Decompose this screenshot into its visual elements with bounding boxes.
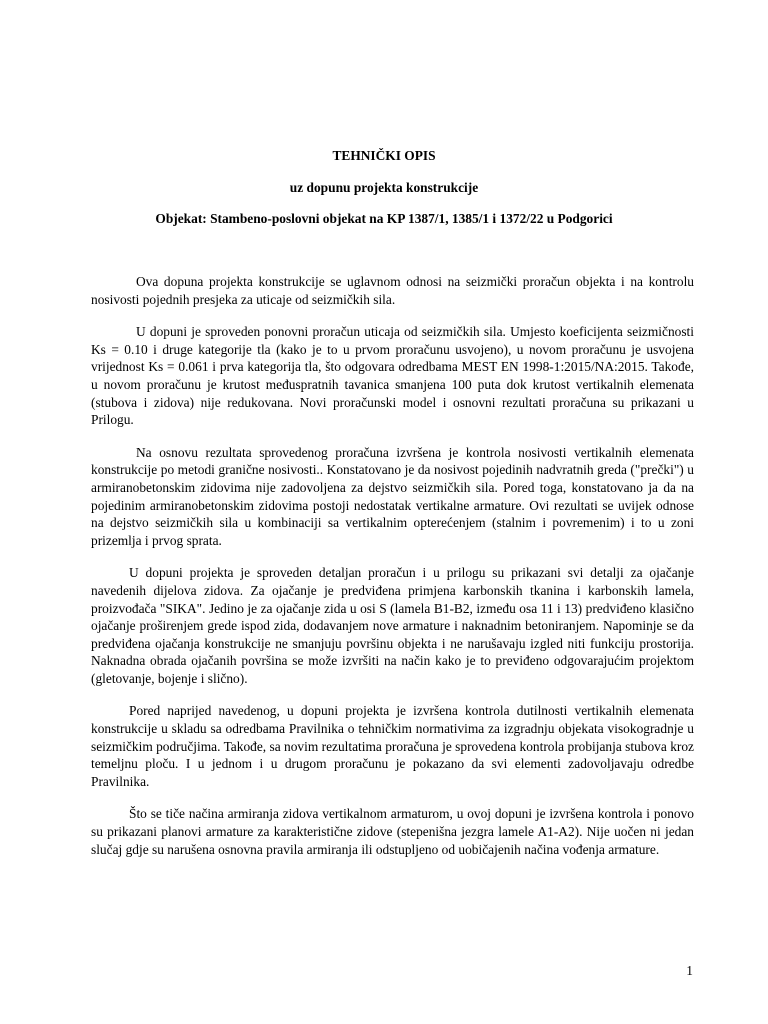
paragraph-3: Na osnovu rezultata sprovedenog proračuna izvršena je kontrola nosivosti vertikalnih elemenata konstrukcije po metodi granične nosivosti.. Konstatovano je da nosivost pojedinih nadvratnih greda ("prečki") u armiranobetonskim zidovima nije zadovoljena za dejstvo seizmičkih sila. Pored toga, konstatovano ja da na pojedinim armiranobetonskim zidovima postoji nedostatak vertikalne armature. Ovi rezultati se uvijek odnose na dejstvo seizmičkih sila u kombinaciji sa vertikalnim opterećenjem (stalnim i povremenim) i to u zoni prizemlja i prvog sprata. bbox=[91, 444, 694, 548]
paragraph-4: U dopuni projekta je sproveden detaljan proračun i u prilogu su prikazani svi detalji za ojačanje navedenih dijelova zidova. Za ojačanje je predviđena primjena karbonskih tkanina i karbonskih lamela, proizvođača "SIKA". Jedino je za ojačanje zida u osi S (lamela B1-B2, između osa 11 i 13) predviđeno klasično ojačanje proširenjem grede ispod zida, dodavanjem nove armature i naknadnim betoniranjem. Napominje se da predviđena ojačanja konstrukcije ne smanjuju površinu objekta i ne narušavaju izgled niti funkciju prostorija. Naknadna obrada ojačanih površina se može izvršiti na način kako je to previđeno odgovarajućim projektom (gletovanje, bojenje i slično). bbox=[91, 565, 694, 686]
object-line: Objekat: Stambeno-poslovni objekat na KP 1387/1, 1385/1 i 1372/22 u Podgorici bbox=[155, 211, 613, 226]
document-body bbox=[91, 273, 694, 873]
page-number: 1 bbox=[686, 963, 693, 978]
paragraph-2: U dopuni je sproveden ponovni proračun uticaja od seizmičkih sila. Umjesto koeficijenta seizmičnosti Ks = 0.10 i druge kategorije tla (kako je to u prvom proračunu usvojeno), u novom proračunu je usvojena vrijednost Ks = 0.061 i prva kategorija tla, što odgovara odredbama MEST EN 1998-1:2015/NA:2015. Takođe, u novom proračunu je krutost međuspratnih tavanica smanjena 100 puta dok krutost vertikalnih elemenata (stubova i zidova) nije redukovana. Novi proračunski model i osnovni rezultati proračuna su prikazani u Prilogu. bbox=[91, 324, 694, 428]
paragraph-5: Pored naprijed navedenog, u dopuni projekta je izvršena kontrola dutilnosti vertikalnih elemenata konstrukcije u skladu sa odredbama Pravilnika o tehničkim normativima za izgradnju objekata visokogradnje u seizmičkim područjima. Takođe, sa novim rezultatima proračuna je sprovedena kontrola probijanja stubova kroz temeljnu ploču. I u jednom i u drugom proračunu je pokazano da svi elementi zadovoljavaju odredbe Pravilnika. bbox=[91, 703, 694, 789]
document-subtitle: uz dopunu projekta konstrukcije bbox=[289, 180, 479, 195]
paragraph-1: Ova dopuna projekta konstrukcije se uglavnom odnosi na seizmički proračun objekta i na kontrolu nosivosti pojednih presjeka za uticaje od seizmičkih sila. bbox=[91, 274, 694, 307]
paragraph-6: Što se tiče načina armiranja zidova vertikalnom armaturom, u ovoj dopuni je izvršena kontrola i ponovo su prikazani planovi armature za karakteristične zidove (stepenišna jezgra lamele A1-A2). Nije uočen ni jedan slučaj gdje su narušena osnovna pravila armiranja ili odstupljeno od uobičajenih načina vođenja armature. bbox=[91, 806, 694, 857]
document-title: TEHNIČKI OPIS bbox=[332, 148, 436, 163]
